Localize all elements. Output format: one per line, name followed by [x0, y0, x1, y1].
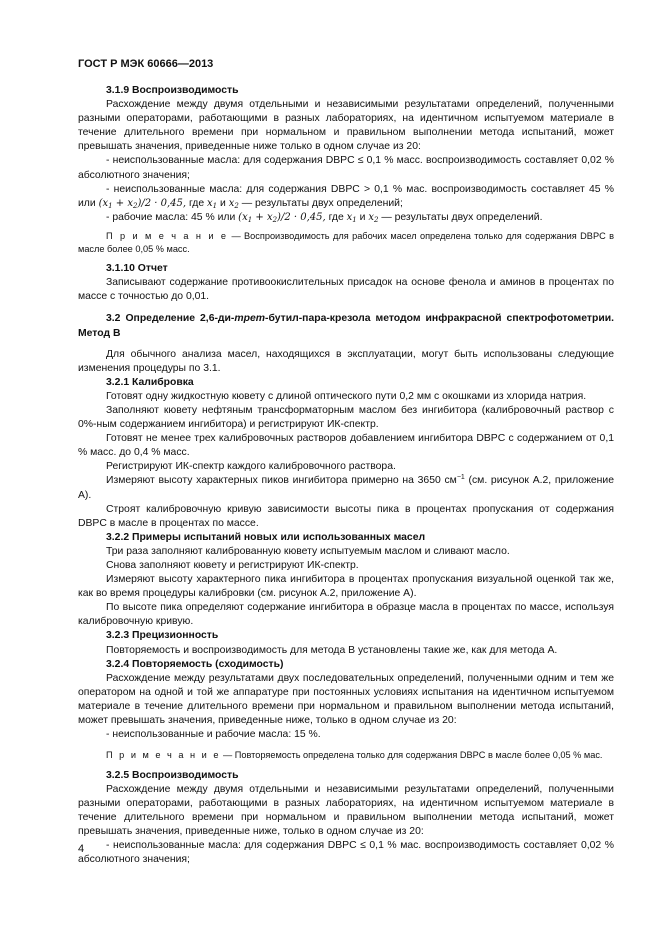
section-3-1-10-title: 3.1.10 Отчет	[106, 263, 168, 275]
section-3-2-4-title: 3.2.4 Повторяемость (сходимость)	[106, 658, 284, 670]
s322-p1: Три раза заполняют калиброванную кювету испытуемым маслом и сливают масло.	[106, 545, 510, 557]
s319-bullet-3: - рабочие масла: 45 % или $(x_1 + x_2)/2 \cdot 0,45$, где $x_1$ и $x_2$ — результаты двух определений.	[106, 211, 543, 224]
s322-p3: Измеряют высоту характерного пика ингибитора в процентах пропускания визуальной оценкой так же, как во время процедуры калибровки (см. рисунок А.2, приложение А).	[78, 574, 614, 600]
s325-p1: Расхождение между двумя отдельными и независимыми результатами определений, полученными разными операторами, работающими в разных лабораториях, на идентичном испытуемом материале в течение длительного времени при нормальном и правильном выполнении метода испытаний, может превышать значения, приведенные ниже, только в одном случае из 20:	[78, 783, 614, 838]
s319-note: П р и м е ч а н и е — Воспроизводимость для рабочих масел определена только для содержания DBPC в масле более 0,05 % масс.	[78, 230, 614, 254]
s321-p2: Заполняют кювету нефтяным трансформаторным маслом без ингибитора (калибровочный раствор с 0%-ным содержанием ингибитора) и регистрируют ИК-спектр.	[78, 404, 614, 431]
s324-bullet-1: - неиспользованные и рабочие масла: 15 %.	[106, 729, 321, 741]
section-3-2-1-title: 3.2.1 Калибровка	[106, 376, 194, 388]
s3110-paragraph: Записывают содержание противоокислительных присадок на основе фенола и аминов в процентах по массе с точностью до 0,01.	[78, 277, 614, 303]
section-3-2-title: 3.2 Определение 2,6-ди-трет-бутил-пара-крезола методом инфракрасной спектрофотометрии. Метод В	[78, 313, 614, 339]
s32-paragraph: Для обычного анализа масел, находящихся в эксплуатации, могут быть использованы следующие изменения процедуры по 3.1.	[78, 348, 614, 374]
page-header: ГОСТ Р МЭК 60666—2013	[78, 58, 214, 70]
s321-p3: Готовят не менее трех калибровочных растворов добавлением ингибитора DBPC с содержанием от 0,1 % масс. до 0,4 % масс.	[78, 433, 614, 459]
page-number: 4	[78, 843, 85, 855]
section-3-2-2-title: 3.2.2 Примеры испытаний новых или использованных масел	[106, 531, 426, 543]
s319-paragraph: Расхождение между двумя отдельными и независимыми результатами определений, полученными разными операторами, работающими в разных лабораториях, на идентичном испытуемом материале в течение длительного времени при нормальном и правильном выполнении метода испытаний, может превышать значения, приведенные ниже только в одном случае из 20:	[78, 99, 614, 153]
s324-p1: Расхождение между результатами двух последовательных определений, полученными одним и тем же оператором на одной и той же аппаратуре при постоянных условиях испытания на идентичном испытуемом материале в течение длительного времени при нормальном и правильном выполнении метода испытаний, может превышать значения, приведенные ниже, только в одном случае из 20:	[78, 672, 614, 727]
s319-bullet-2-prefix: 45 % или	[78, 183, 615, 209]
section-3-2-5-title: 3.2.5 Воспроизводимость	[106, 769, 239, 781]
reproducibility-formula-1: $(x_1 + x_2)/2 \cdot 0,45$,	[98, 197, 187, 210]
s324-note: П р и м е ч а н и е — Повторяемость определена только для содержания DBPC в масле более 0,05 % мас.	[106, 750, 603, 761]
s319-bullet-2-line1: - неиспользованные масла: для содержания DBPC > 0,1 % мас. воспроизводимость составляет	[106, 183, 585, 195]
s319-bullet-2: - неиспользованные масла: для содержания DBPC > 0,1 % мас. воспроизводимость составляет 45 % или $(x_1 + x_2)/2 \cdot 0,45$, где $x_1$ и $x_2$ — результаты двух определений;	[78, 183, 615, 210]
s321-p4: Регистрируют ИК-спектр каждого калибровочного раствора.	[106, 461, 396, 473]
s319-bullet-1: - неиспользованные масла: для содержания DBPC ≤ 0,1 % масс. воспроизводимость составляет 0,02 % абсолютного значения;	[78, 155, 614, 181]
s321-p5: Измеряют высоту характерных пиков ингибитора примерно на 3650 $см^{-1}$ (см. рисунок А.2, приложение А).	[78, 474, 614, 501]
s321-p1: Готовят одну жидкостную кювету с длиной оптического пути 0,2 мм с окошками из хлорида натрия.	[106, 390, 587, 402]
page-content	[78, 84, 614, 867]
s322-p2: Снова заполняют кювету и регистрируют ИК-спектр.	[106, 560, 359, 571]
s322-p4: По высоте пика определяют содержание ингибитора в образце масла в процентах по массе, используя калибровочную кривую.	[78, 602, 614, 628]
reproducibility-formula-2: $(x_1 + x_2)/2 \cdot 0,45$,	[238, 211, 326, 224]
s325-bullet-1: - неиспользованные масла: для содержания DBPC ≤ 0,1 % мас. воспроизводимость составляет 0,02 % абсолютного значения;	[78, 840, 614, 866]
s323-p1: Повторяемость и воспроизводимость для метода В установлены такие же, как для метода А.	[106, 644, 558, 656]
s321-p6: Строят калибровочную кривую зависимости высоты пика в процентах пропускания от содержания DBPC в масле в процентах по массе.	[78, 503, 614, 529]
section-3-2-3-title: 3.2.3 Прецизионность	[106, 630, 219, 642]
section-3-1-9-title: 3.1.9 Воспроизводимость	[106, 85, 239, 96]
s319-bullet-2-suffix: — результаты двух определений;	[241, 197, 403, 209]
